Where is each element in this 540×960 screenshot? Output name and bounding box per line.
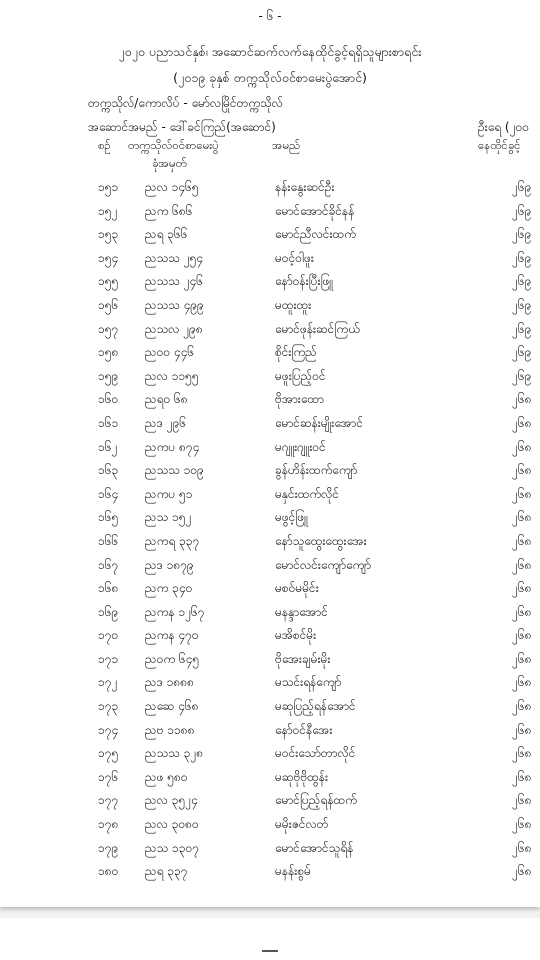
student-name: နော်ဝန်းပြီးဖြူ <box>275 274 333 289</box>
student-name: မောင်ညီလင်းထက် <box>275 227 356 242</box>
student-name: မနှင်းထက်လိုင် <box>275 486 340 501</box>
table-row <box>0 317 540 341</box>
fee-amount: ၂၆၈ <box>512 557 532 572</box>
fee-amount: ၂၆၉ <box>512 250 532 265</box>
dorm-line: အဆောင်အမည် - ဒေါ်ခင်ကြည်(အဆောင်) <box>88 120 276 134</box>
fee-amount: ၂၆၉ <box>512 203 532 218</box>
fee-amount: ၂၆၉ <box>512 274 532 289</box>
student-name: နန်းနွေးဆင်ဦး <box>275 180 335 194</box>
row-number: ၁၆၆ <box>98 533 119 548</box>
col-header-name: အမည် <box>272 138 301 152</box>
row-number: ၁၇၄ <box>98 722 119 737</box>
fee-amount: ၂၆၉ <box>512 227 532 242</box>
exam-roll-number: ညဒ ၁၈၇၉ <box>145 557 194 572</box>
col-header-exam-roll-2: ခုံအမှတ် <box>152 156 187 170</box>
col-header-exam-roll: တက္ကသိုလ်ဝင်စာမေးပွဲ <box>128 138 219 152</box>
student-table <box>0 175 540 883</box>
exam-roll-number: ညသ ၁၃၀၇ <box>145 840 200 855</box>
table-row <box>0 859 540 883</box>
exam-roll-number: ညဗ ၁၁၈၈ <box>145 722 195 737</box>
row-number: ၁၆၂ <box>98 439 118 454</box>
row-number: ၁၅၅ <box>98 274 119 289</box>
row-number: ၁၇၇ <box>98 793 119 808</box>
row-number: ၁၆၈ <box>98 581 119 596</box>
exam-roll-number: ညကရ ၃၃၇ <box>145 533 200 548</box>
student-name: မနန္ဒာအောင် <box>275 604 328 619</box>
student-name: စိုင်းကြည် <box>275 345 317 360</box>
row-number: ၁၅၄ <box>98 250 119 265</box>
exam-roll-number: ညဒ ၂၉၆ <box>145 415 187 430</box>
exam-roll-number: ညဝဝ ၄၄၆ <box>145 345 195 360</box>
row-number: ၁၆၉ <box>98 604 119 619</box>
fee-amount: ၂၆၈ <box>512 439 532 454</box>
document-subtitle: (၂၀၁၉ ခုနှစ် တက္ကသိုလ်ဝင်စာမေးပွဲအောင်) <box>173 70 367 85</box>
exam-roll-number: ညလ ၃၅၂၄ <box>145 793 198 808</box>
table-row <box>0 222 540 246</box>
row-number: ၁၆၃ <box>98 463 119 478</box>
student-name: မောင်ပြည့်ရန်ထက် <box>275 793 357 808</box>
next-page-edge <box>0 918 540 960</box>
exam-roll-number: ညလ ၃၀၈၀ <box>145 817 199 832</box>
exam-roll-number: ညကပ ၈၇၄ <box>145 439 200 454</box>
row-number: ၁၇၀ <box>98 628 119 643</box>
row-number: ၁၆၅ <box>98 510 119 525</box>
table-row <box>0 788 540 812</box>
row-number: ၁၇၆ <box>98 769 119 784</box>
row-number: ၁၅၇ <box>98 321 119 336</box>
exam-roll-number: ညရ ၃၃၇ <box>145 864 188 879</box>
table-row <box>0 411 540 435</box>
table-row <box>0 694 540 718</box>
table-row <box>0 553 540 577</box>
fee-amount: ၂၆၈ <box>512 628 532 643</box>
student-name: မအိစင်မိုး <box>275 628 317 643</box>
student-name: ခွန်ဟိန်းထက်ကျော် <box>275 463 358 478</box>
student-name: ဗိုအားထော <box>275 392 324 407</box>
student-name: မထူးထူး <box>275 297 312 312</box>
row-number: ၁၅၁ <box>98 180 119 194</box>
row-number: ၁၇၉ <box>98 840 119 855</box>
student-name: မောင်လင်းကျော်ကျော် <box>275 557 372 572</box>
row-number: ၁၇၁ <box>98 651 119 666</box>
fee-amount: ၂၆၈ <box>512 486 532 501</box>
row-number: ၁၇၈ <box>98 817 119 832</box>
table-row <box>0 340 540 364</box>
student-name: နော်သူထွေးထွေးအေး <box>275 533 367 548</box>
table-row <box>0 435 540 459</box>
table-row <box>0 246 540 270</box>
fee-amount: ၂၆၉ <box>512 345 532 360</box>
student-name: မဝင့်ဝါဖူး <box>275 250 314 265</box>
row-number: ၁၆၄ <box>98 486 119 501</box>
table-row <box>0 718 540 742</box>
exam-roll-number: ညဆေ ၄၆၈ <box>145 699 199 714</box>
fee-amount: ၂၆၈ <box>512 675 532 690</box>
table-row <box>0 623 540 647</box>
table-row <box>0 364 540 388</box>
table-row <box>0 293 540 317</box>
student-name: နော်ဝင်နီအေး <box>275 722 333 737</box>
fee-header: ဦးရေ (၂၀၀ <box>478 120 529 134</box>
fee-amount: ၂၆၈ <box>512 769 532 784</box>
table-row <box>0 741 540 765</box>
exam-roll-number: ညရ ၃၆၆ <box>145 227 188 242</box>
exam-roll-number: ညလ ၁၄၆၅ <box>145 180 199 194</box>
student-name: မသင်းရန်ကျော် <box>275 675 342 690</box>
fee-amount: ၂၆၈ <box>512 392 532 407</box>
table-row <box>0 529 540 553</box>
student-name: မောင်ဖုန်းဆင်ကြယ် <box>275 321 360 336</box>
row-number: ၁၅၂ <box>98 203 118 218</box>
fee-amount: ၂၆၈ <box>512 864 532 879</box>
col-header-fee: နေထိုင်ခွင့် <box>478 138 521 152</box>
student-name: မဆုပြည့်ရန်အောင် <box>275 699 356 714</box>
fee-amount: ၂၆၉ <box>512 297 532 312</box>
table-row <box>0 387 540 411</box>
row-number: ၁၆၁ <box>98 415 119 430</box>
table-row <box>0 765 540 789</box>
table-row <box>0 600 540 624</box>
row-number: ၁၈၀ <box>98 864 119 879</box>
exam-roll-number: ညက ၆၈၆ <box>145 203 193 218</box>
fee-amount: ၂၆၈ <box>512 840 532 855</box>
table-row <box>0 199 540 223</box>
student-name: ဗိုအေးချမ်းမိုး <box>275 651 331 666</box>
table-row <box>0 647 540 671</box>
fee-amount: ၂၆၉ <box>512 180 532 194</box>
document-title: ၂၀၂၀ ပညာသင်နှစ်၊ အဆောင်ဆက်လက်နေထိုင်ခွင့်ရရှိသူများစာရင်း <box>118 44 422 59</box>
table-row <box>0 175 540 199</box>
exam-roll-number: ညရဝ ၆၈ <box>145 392 188 407</box>
fee-amount: ၂၆၈ <box>512 699 532 714</box>
row-number: ၁၅၃ <box>98 227 119 242</box>
table-row <box>0 812 540 836</box>
student-name: မမိုးဇင်လတ် <box>275 817 329 832</box>
university-line: တက္ကသိုလ်/ကောလိပ် - မော်လမြိုင်တက္ကသိုလ် <box>88 96 283 110</box>
page-number: - ၆ - <box>258 9 282 23</box>
exam-roll-number: ညက ၃၄၀ <box>145 581 193 596</box>
table-row <box>0 505 540 529</box>
student-name: မောင်အောင်သူရိန် <box>275 840 354 855</box>
exam-roll-number: ညသသ ၄၉၉ <box>145 297 204 312</box>
fee-amount: ၂၆၉ <box>512 368 532 383</box>
exam-roll-number: ညသသ ၂၄၆ <box>145 274 204 289</box>
exam-roll-number: ညဒ ၁၈၈၈ <box>145 675 194 690</box>
student-name: မဖွင့်ဖြူ <box>275 510 308 525</box>
fee-amount: ၂၆၈ <box>512 817 532 832</box>
fee-amount: ၂၆၈ <box>512 722 532 737</box>
student-name: မောင်ဆန်းမျိုးအောင် <box>275 415 363 430</box>
exam-roll-number: ညဝက ၆၄၅ <box>145 651 200 666</box>
fee-amount: ၂၆၈ <box>512 793 532 808</box>
table-row <box>0 458 540 482</box>
exam-roll-number: ညလ ၁၁၅၅ <box>145 368 199 383</box>
fee-amount: ၂၆၈ <box>512 510 532 525</box>
row-number: ၁၇၃ <box>98 699 119 714</box>
fee-amount: ၂၆၈ <box>512 651 532 666</box>
row-number: ၁၅၆ <box>98 297 119 312</box>
student-name: မောင်အောင်ခိုင်နန် <box>275 203 355 218</box>
fee-amount: ၂၆၈ <box>512 581 532 596</box>
table-row <box>0 269 540 293</box>
table-row <box>0 482 540 506</box>
student-name: မစဝ်မမိုင်း <box>275 581 319 596</box>
table-row <box>0 836 540 860</box>
row-number: ၁၆၀ <box>98 392 119 407</box>
row-number: ၁၆၇ <box>98 557 119 572</box>
row-number: ၁၇၅ <box>98 746 119 761</box>
student-name: မဆုဗိုဗိုထွန်း <box>275 769 329 784</box>
student-name: မဖူးပြည့်ဝင် <box>275 368 326 383</box>
fee-amount: ၂၆၈ <box>512 604 532 619</box>
exam-roll-number: ညသသ ၂၅၄ <box>145 250 204 265</box>
next-page-mark <box>262 950 278 952</box>
table-row <box>0 576 540 600</box>
exam-roll-number: ညကန ၁၂၆၇ <box>145 604 205 619</box>
student-name: မနန်းစွမ် <box>275 864 311 879</box>
exam-roll-number: ညသလ ၂၉၈ <box>145 321 203 336</box>
row-number: ၁၅၈ <box>98 345 119 360</box>
exam-roll-number: ညသ ၁၅၂ <box>145 510 192 525</box>
col-header-no: စဉ် <box>98 138 111 152</box>
student-name: မဝင်းသော်တာလိုင် <box>275 746 356 761</box>
fee-amount: ၂၆၈ <box>512 746 532 761</box>
fee-amount: ၂၆၈ <box>512 415 532 430</box>
student-name: မဂျူးဂျူးဝင် <box>275 439 326 454</box>
row-number: ၁၅၉ <box>98 368 119 383</box>
exam-roll-number: ညဖ ၅၈၀ <box>145 769 188 784</box>
exam-roll-number: ညသသ ၁၀၉ <box>145 463 204 478</box>
table-row <box>0 670 540 694</box>
fee-amount: ၂၆၈ <box>512 533 532 548</box>
row-number: ၁၇၂ <box>98 675 118 690</box>
fee-amount: ၂၆၉ <box>512 321 532 336</box>
exam-roll-number: ညကပ ၅၁ <box>145 486 193 501</box>
fee-amount: ၂၆၈ <box>512 463 532 478</box>
exam-roll-number: ညသသ ၃၂၈ <box>145 746 204 761</box>
exam-roll-number: ညကန ၄၇၀ <box>145 628 199 643</box>
